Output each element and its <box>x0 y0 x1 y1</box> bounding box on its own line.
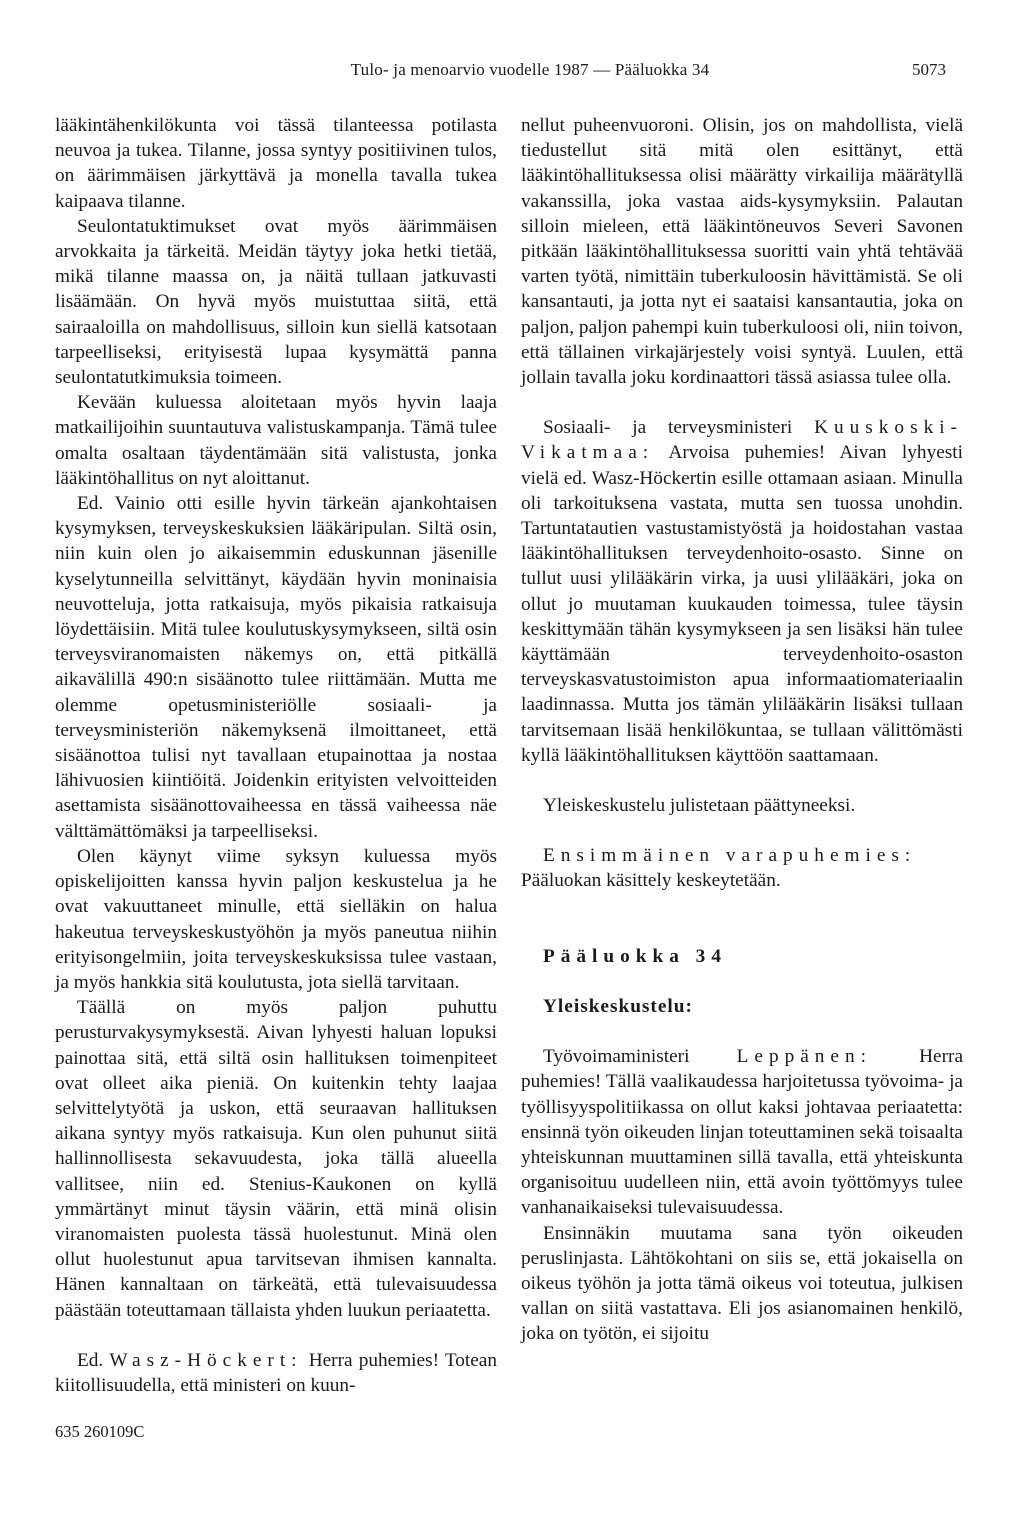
speaker-prefix: Ed. <box>77 1349 110 1371</box>
speaker-prefix: Sosiaali- ja terveysministeri <box>543 417 815 439</box>
speech-wasz-hockert <box>55 1348 497 1398</box>
speech-text: Herra puhemies! Tällä vaalikaudessa harjoitetussa työvoima- ja työllisyyspolitiikassa on ollut kaksi johtavaa periaatetta: ensinnä työn oikeuden linjan toteuttaminen sekä toisaalta yhteiskunnan muuttaminen sillä tavalla, että yhteiskunta organisoituu uudelleen niin, että avoin työttömyys tulee vanhanaikaiseksi tulevaisuudessa. <box>521 1046 964 1219</box>
running-title: Tulo- ja menoarvio vuodelle 1987 — Pääluokka 34 <box>350 60 710 79</box>
running-header <box>0 60 1024 90</box>
paragraph: Ensinnäkin muutama sana työn oikeuden peruslinjasta. Lähtökohtani on siis se, että jokaisella on oikeus työhön ja jotta tämä oikeus voi toteutua, julkisen vallan on siitä vastattava. Eli jos asianomainen henkilö, joka on työtön, ei sijoitu <box>521 1222 963 1345</box>
page-number: 5073 <box>912 60 946 79</box>
paragraph: Seulontatuktimukset ovat myös äärimmäisen arvokkaita ja tärkeitä. Meidän täytyy joka hetki tietää, mikä tilanne maassa on, ja näitä tullaan jatkuvasti lisäämään. On hyvä myös muistuttaa siitä, että sairaaloilla on mahdollisuus, silloin kun siellä katsotaan tarpeelliseksi, erityisestä lupaa kysymättä panna seulontatutkimuksia toimeen. <box>55 215 497 389</box>
speaker-name: Kuuskoski-Vikatmaa: <box>521 417 963 464</box>
chair-statement <box>521 843 963 893</box>
paragraph: nellut puheenvuoroni. Olisin, jos on mahdollista, vielä tiedustellut sitä mitä olen esittänyt, että lääkintöhallituksessa olisi määrätty virkailija määrätyllä vakanssilla, joka vastaa aids-kysymyksiin. Palautan silloin mieleen, että lääkintöneuvos Severi Savonen pitkään lääkintöhallituksessa suoritti vain yhtä tehtävää varten työtä, nimittäin tuberkuloosin hävittämistä. Se oli kansantauti, ja jotta nyt ei saataisi kansantautia, joka on paljon, paljon pahempi kuin tuberkuloosi oli, niin toivon, että tällainen virkajärjestely voisi syntyä. Luulen, että jollain tavalla joku kordinaattori tässä asiassa tulee olla. <box>521 115 963 389</box>
speech-text: Arvoisa puhemies! Aivan lyhyesti vielä ed. Wasz-Höckertin esille ottamaan asiaan. Minulla oli tarkoituksena vastata, mutta sen tuossa unohdin. Tartuntatautien vastustamistyöstä ja hoidostahan vastaa lääkintöhallituksen terveydenhoito-osasto. Sinne on tullut uusi ylilääkärin virka, ja uusi ylilääkäri, joka on ollut jo muutaman kuukauden toimessa, tulee täysin keskittymään tähän kysymykseen ja sen lisäksi hän tulee käyttämään terveydenhoito-osaston terveyskasvatustoimiston apua informaatiomateriaalin laadinnassa. Mutta jos tämän ylilääkärin lisäksi tullaan tarvitsemaan lisää henkilökuntaa, se tullaan välittömästi kyllä lääkintöhallituksen käyttöön saattamaan. <box>521 442 963 766</box>
chair-text: Pääluokan käsittely keskeytetään. <box>521 870 781 892</box>
right-column <box>521 113 963 1347</box>
subheading: Yleiskeskustelu: <box>543 995 693 1017</box>
paragraph: lääkintähenkilökunta voi tässä tilanteessa potilasta neuvoa ja tukea. Tilanne, jossa syntyy positiivinen tulos, on äärimmäisen järkyttävä ja monella tavalla tukea kaipaava tilanne. <box>55 115 497 212</box>
speaker-prefix: Työvoimaministeri <box>543 1046 737 1068</box>
paragraph: Täällä on myös paljon puhuttu perusturvakysymyksestä. Aivan lyhyesti haluan lopuksi painottaa sitä, että siltä osin hallituksen toimenpiteet ovat olleet aika pieniä. On kuitenkin tehty laajaa selvittelytyötä ja uskon, että seuraavan hallituksen aikana syntyy myös ratkaisuja. Kun olen puhunut siitä hallinnollisesta sekavuudesta, joka tällä alueella vallitsee, niin ed. Stenius-Kaukonen on kyllä ymmärtänyt minut täysin väärin, että minä olisin viranomaisten puolesta tässä huolestunut. Minä olen ollut huolestunut apua tarvitsevan ihmisen kannalta. Hänen kannaltaan on tärkeätä, että tulevaisuudessa päästään toteuttamaan tällaista yhden luukun periaatetta. <box>55 997 497 1321</box>
speech-leppanen <box>521 1044 963 1220</box>
speaker-name: Wasz-Höckert: <box>109 1349 303 1371</box>
speech-text: Herra puhemies! Totean kiitollisuudella, että ministeri on kuun- <box>55 1349 498 1396</box>
paragraph: Kevään kuluessa aloitetaan myös hyvin laaja matkailijoihin suuntautuva valistuskampanja. Tämä tulee omalta osaltaan täydentämään sitä valistusta, jonka lääkintöhallitus on nyt aloittanut. <box>55 392 497 489</box>
left-column <box>55 113 497 1398</box>
closing-line: Yleiskeskustelu julistetaan päättyneeksi. <box>543 795 856 817</box>
paragraph: Olen käynyt viime syksyn kuluessa myös opiskelijoitten kanssa hyvin paljon keskustelua ja he ovat vakuuttaneet minulle, että sielläkin on halua hakeutua terveyskeskustyöhön ja myös paneutua niihin erityisongelmiin, joita terveyskeskuksissa tulee vastaan, ja myös hankkia sitä koulutusta, jota siellä tarvitaan. <box>55 845 497 993</box>
speaker-name: Leppänen: <box>736 1046 872 1068</box>
chair-title: Ensimmäinen varapuhemies: <box>543 845 917 867</box>
print-code: 635 260109C <box>55 1422 145 1441</box>
speech-kuuskoski-vikatmaa <box>521 415 963 768</box>
paragraph: Ed. Vainio otti esille hyvin tärkeän ajankohtaisen kysymyksen, terveyskeskuksien lääkäripulan. Siltä osin, niin kuin olen jo aikaisemmin eduskunnan jäsenille kyselytunneilla selvittänyt, käydään hyvin moninaisia neuvotteluja, jotta ratkaisuja, myös pikaisia ratkaisuja löydettäisiin. Mitä tulee koulutuskysymykseen, siltä osin terveysviranomaisten näkemys on, että pitkällä aikavälillä 490:n sisäänotto tulee riittämään. Mutta me olemme opetusministeriölle sosiaali- ja terveysministeriön näkemyksenä ilmoittaneet, että sisäänottoa tulisi nyt tavallaan etupainottaa ja nostaa lähivuosien kiintiöitä. Joidenkin erityisten velvoitteiden asettamista sisäänottovaiheessa en tässä vaiheessa näe välttämättömäksi ja tarpeelliseksi. <box>55 493 497 842</box>
section-heading: Pääluokka 34 <box>543 945 727 967</box>
